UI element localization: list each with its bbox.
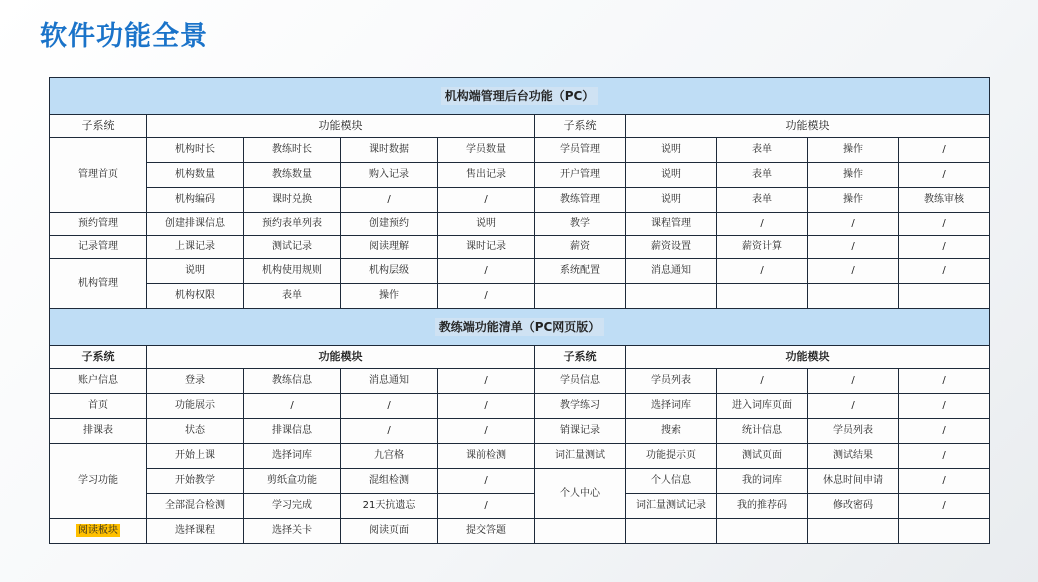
table-cell: / (899, 444, 990, 469)
table-cell: 表单 (717, 163, 808, 188)
table-row (50, 188, 990, 213)
table-cell: / (899, 394, 990, 419)
table-cell: 测试页面 (717, 444, 808, 469)
subsystem-cell: 记录管理 (50, 236, 147, 259)
table-cell: / (808, 259, 899, 284)
table-cell: / (438, 284, 535, 309)
feature-table (49, 77, 990, 544)
table-cell: / (899, 369, 990, 394)
table-cell: 创建预约 (341, 213, 438, 236)
table-cell (626, 519, 717, 544)
table-cell: 测试结果 (808, 444, 899, 469)
table-cell: 机构编码 (147, 188, 244, 213)
table-cell: 学员管理 (535, 138, 626, 163)
table-cell: / (438, 469, 535, 494)
table-cell: 测试记录 (244, 236, 341, 259)
table-row (50, 469, 990, 494)
table-cell: / (808, 369, 899, 394)
table-cell: 排课表 (50, 419, 147, 444)
table-cell (626, 284, 717, 309)
table-cell (717, 519, 808, 544)
table-row (50, 78, 990, 115)
table-row (50, 284, 990, 309)
table-cell: 操作 (808, 188, 899, 213)
table-cell: 状态 (147, 419, 244, 444)
table-cell: / (438, 188, 535, 213)
table-cell: 搜索 (626, 419, 717, 444)
table-cell: 说明 (626, 163, 717, 188)
table-cell: 功能提示页 (626, 444, 717, 469)
table-row (50, 369, 990, 394)
table-cell: 学员信息 (535, 369, 626, 394)
table-cell: 薪资计算 (717, 236, 808, 259)
table-row (50, 309, 990, 346)
table-cell: / (899, 259, 990, 284)
table-cell: 表单 (717, 138, 808, 163)
table-cell: 说明 (147, 259, 244, 284)
table-cell: 阅读理解 (341, 236, 438, 259)
subsystem-cell: 教练管理 (535, 188, 626, 213)
page-title: 软件功能全景 (40, 21, 208, 52)
table-cell: / (438, 394, 535, 419)
table-cell: 教练数量 (244, 163, 341, 188)
table-cell: 我的词库 (717, 469, 808, 494)
table-cell: / (808, 236, 899, 259)
table-cell: 选择关卡 (244, 519, 341, 544)
table-cell: / (899, 469, 990, 494)
table-cell (717, 284, 808, 309)
column-header: 功能模块 (147, 346, 535, 369)
table-row (50, 138, 990, 163)
table-cell: 学员数量 (438, 138, 535, 163)
table-row (50, 494, 990, 519)
table-row (50, 259, 990, 284)
subsystem-cell: 预约管理 (50, 213, 147, 236)
table-cell: / (341, 394, 438, 419)
table-cell: / (244, 394, 341, 419)
table-cell: / (438, 494, 535, 519)
table-cell (808, 519, 899, 544)
table-cell: / (717, 213, 808, 236)
table-cell: 开始上课 (147, 444, 244, 469)
table-cell: / (899, 419, 990, 444)
table-cell: 首页 (50, 394, 147, 419)
table-cell: 账户信息 (50, 369, 147, 394)
section-title (50, 78, 990, 115)
table-cell: 表单 (717, 188, 808, 213)
table-row (50, 213, 990, 236)
table-row (50, 346, 990, 369)
table-cell: / (438, 259, 535, 284)
table-cell: 操作 (808, 138, 899, 163)
column-header: 子系统 (50, 346, 147, 369)
table-cell: 课时数据 (341, 138, 438, 163)
table-cell: 机构数量 (147, 163, 244, 188)
table-cell: 说明 (626, 188, 717, 213)
table-row (50, 236, 990, 259)
table-cell: 机构使用规则 (244, 259, 341, 284)
table-cell: 薪资设置 (626, 236, 717, 259)
table-cell: 说明 (438, 213, 535, 236)
table-cell: 机构权限 (147, 284, 244, 309)
highlighted-text: 阅读板块 (78, 525, 118, 536)
table-cell: 我的推荐码 (717, 494, 808, 519)
subsystem-cell: 管理首页 (50, 138, 147, 213)
table-cell: 课前检测 (438, 444, 535, 469)
section-title (50, 309, 990, 346)
table-cell: 消息通知 (626, 259, 717, 284)
table-cell: 售出记录 (438, 163, 535, 188)
table-cell: 教学练习 (535, 394, 626, 419)
table-cell: / (341, 188, 438, 213)
table-cell (899, 284, 990, 309)
table-cell: 词汇量测试记录 (626, 494, 717, 519)
table-cell: 修改密码 (808, 494, 899, 519)
table-cell: 教练时长 (244, 138, 341, 163)
table-cell: 开始教学 (147, 469, 244, 494)
table-cell: 选择词库 (626, 394, 717, 419)
table-cell: 选择课程 (147, 519, 244, 544)
table-cell: 销课记录 (535, 419, 626, 444)
table-cell: 创建排课信息 (147, 213, 244, 236)
table-row (50, 163, 990, 188)
section-title-text: 教练端功能清单（PC网页版） (435, 318, 605, 336)
table-cell: 剪纸盒功能 (244, 469, 341, 494)
table-cell: 课时记录 (438, 236, 535, 259)
table-cell: / (899, 163, 990, 188)
column-header: 子系统 (50, 115, 147, 138)
table-cell: 课时兑换 (244, 188, 341, 213)
table-cell: 机构时长 (147, 138, 244, 163)
table-cell: 购入记录 (341, 163, 438, 188)
table-cell: 系统配置 (535, 259, 626, 284)
table-cell: / (808, 394, 899, 419)
table-row (50, 115, 990, 138)
table-cell: 预约表单列表 (244, 213, 341, 236)
table-cell: / (717, 369, 808, 394)
table-cell: 学员列表 (808, 419, 899, 444)
table-cell: 全部混合检测 (147, 494, 244, 519)
table-cell: 薪资 (535, 236, 626, 259)
table-cell: 统计信息 (717, 419, 808, 444)
subsystem-cell (50, 519, 147, 544)
table-cell: 九宫格 (341, 444, 438, 469)
table-cell (535, 519, 626, 544)
table-cell: / (438, 369, 535, 394)
column-header: 子系统 (535, 115, 626, 138)
table-cell: 休息时间申请 (808, 469, 899, 494)
column-header: 子系统 (535, 346, 626, 369)
table-cell (899, 519, 990, 544)
table-cell: 操作 (808, 163, 899, 188)
table-cell: / (717, 259, 808, 284)
table-row (50, 444, 990, 469)
table-cell: / (438, 419, 535, 444)
subsystem-cell: 机构管理 (50, 259, 147, 309)
table-cell: / (899, 494, 990, 519)
table-cell: 提交答题 (438, 519, 535, 544)
table-cell: 开户管理 (535, 163, 626, 188)
table-cell: / (899, 138, 990, 163)
table-cell: 混组检测 (341, 469, 438, 494)
table-cell: 课程管理 (626, 213, 717, 236)
table-cell: / (341, 419, 438, 444)
table-row (50, 519, 990, 544)
table-cell: 学员列表 (626, 369, 717, 394)
table-cell (808, 284, 899, 309)
table-cell: 教练信息 (244, 369, 341, 394)
table-cell: 个人信息 (626, 469, 717, 494)
table-cell: 登录 (147, 369, 244, 394)
table-row (50, 394, 990, 419)
table-cell: 进入词库页面 (717, 394, 808, 419)
table-cell: 选择词库 (244, 444, 341, 469)
column-header: 功能模块 (626, 115, 990, 138)
section-title-text: 机构端管理后台功能（PC） (441, 87, 599, 105)
table-cell: 功能展示 (147, 394, 244, 419)
table-cell: 教学 (535, 213, 626, 236)
table-cell: 上课记录 (147, 236, 244, 259)
subsystem-cell: 个人中心 (535, 469, 626, 519)
subsystem-cell: 学习功能 (50, 444, 147, 519)
column-header: 功能模块 (626, 346, 990, 369)
table-cell: 教练审核 (899, 188, 990, 213)
table-cell: 操作 (341, 284, 438, 309)
column-header: 功能模块 (147, 115, 535, 138)
table-cell: 表单 (244, 284, 341, 309)
table-cell (535, 284, 626, 309)
table-cell: / (808, 213, 899, 236)
table-cell: / (899, 213, 990, 236)
table-row (50, 419, 990, 444)
table-cell: 排课信息 (244, 419, 341, 444)
table-cell: / (899, 236, 990, 259)
table-cell: 机构层级 (341, 259, 438, 284)
table-cell: 说明 (626, 138, 717, 163)
table-cell: 阅读页面 (341, 519, 438, 544)
table-cell: 词汇量测试 (535, 444, 626, 469)
table-cell: 学习完成 (244, 494, 341, 519)
table-cell: 21天抗遗忘 (341, 494, 438, 519)
table-cell: 消息通知 (341, 369, 438, 394)
